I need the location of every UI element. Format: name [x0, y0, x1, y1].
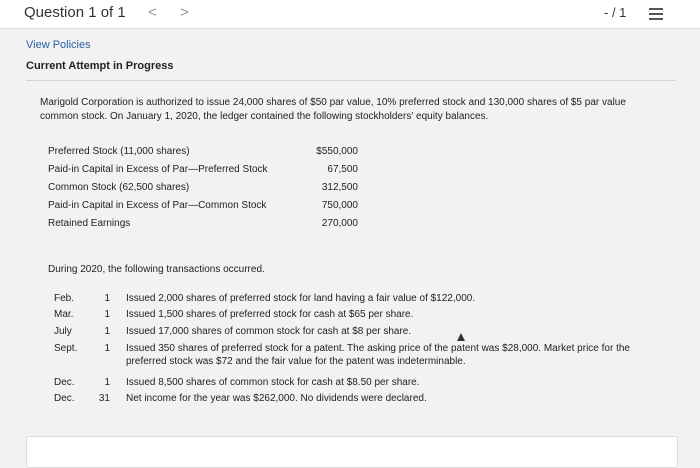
balance-row: [48, 216, 358, 234]
question-title: Question 1 of 1: [24, 4, 126, 21]
balance-row: [48, 162, 358, 180]
transaction-row: [54, 292, 664, 308]
view-policies-link[interactable]: View Policies: [26, 39, 91, 51]
previous-question-icon[interactable]: <: [148, 4, 157, 21]
mouse-pointer-icon: [457, 333, 465, 341]
transaction-description: Issued 8,500 shares of common stock for cash at $8.50 per share.: [126, 377, 420, 388]
transaction-description: Issued 1,500 shares of preferred stock for cash at $65 per share.: [126, 309, 414, 320]
balance-row: [48, 198, 358, 216]
transaction-day: 1: [104, 309, 110, 320]
transaction-row: [54, 325, 664, 342]
balance-amount: $550,000: [316, 146, 358, 157]
transaction-month: Mar.: [54, 309, 74, 320]
question-card: [26, 82, 676, 432]
transactions-list: [54, 292, 664, 408]
balance-label: Retained Earnings: [48, 218, 131, 229]
transaction-description: Issued 350 shares of preferred stock for a patent. The asking price of the patent was $28,000. Market price for the preferred stock was $72 and the fair value for the patent was indeterminable.: [126, 343, 630, 367]
answer-panel[interactable]: [26, 436, 678, 468]
equity-balances-table: [48, 144, 358, 234]
transaction-description: Net income for the year was $262,000. No dividends were declared.: [126, 393, 427, 404]
transaction-row: [54, 308, 664, 325]
transaction-day: 1: [104, 293, 110, 304]
transaction-month: July: [54, 326, 72, 337]
transaction-row: [54, 342, 664, 376]
transaction-row: [54, 376, 664, 392]
transaction-description: Issued 17,000 shares of common stock for cash at $8 per share.: [126, 326, 412, 337]
balance-label: Paid-in Capital in Excess of Par—Preferred Stock: [48, 164, 268, 175]
transaction-description: Issued 2,000 shares of preferred stock for land having a fair value of $122,000.: [126, 293, 476, 304]
balance-label: Paid-in Capital in Excess of Par—Common Stock: [48, 200, 267, 211]
transactions-intro: During 2020, the following transactions occurred.: [48, 264, 265, 275]
transaction-day: 1: [104, 343, 110, 354]
transaction-month: Dec.: [54, 377, 75, 388]
next-question-icon[interactable]: >: [180, 4, 189, 21]
question-list-icon[interactable]: [649, 8, 663, 20]
transaction-day: 1: [104, 377, 110, 388]
transaction-day: 31: [98, 393, 110, 404]
balance-amount: 750,000: [321, 200, 358, 211]
balance-label: Common Stock (62,500 shares): [48, 182, 190, 193]
transaction-month: Feb.: [54, 293, 75, 304]
score-readout: - / 1: [604, 5, 627, 20]
balance-amount: 270,000: [321, 218, 358, 229]
balance-row: [48, 180, 358, 198]
transaction-day: 1: [104, 326, 110, 337]
balance-row: [48, 144, 358, 162]
divider: [26, 80, 676, 81]
transaction-row: [54, 392, 664, 408]
balance-amount: 67,500: [327, 164, 358, 175]
balance-amount: 312,500: [321, 182, 358, 193]
transaction-month: Dec.: [54, 393, 75, 404]
question-header: [0, 0, 700, 29]
problem-intro: Marigold Corporation is authorized to issue 24,000 shares of $50 par value, 10% preferred stock and 130,000 shares of $5 par value common stock. On January 1, 2020, the ledger contained the following stockholders' equity balances.: [40, 97, 626, 122]
transaction-month: Sept.: [54, 343, 78, 354]
attempt-status: Current Attempt in Progress: [26, 60, 174, 72]
balance-label: Preferred Stock (11,000 shares): [48, 146, 190, 157]
